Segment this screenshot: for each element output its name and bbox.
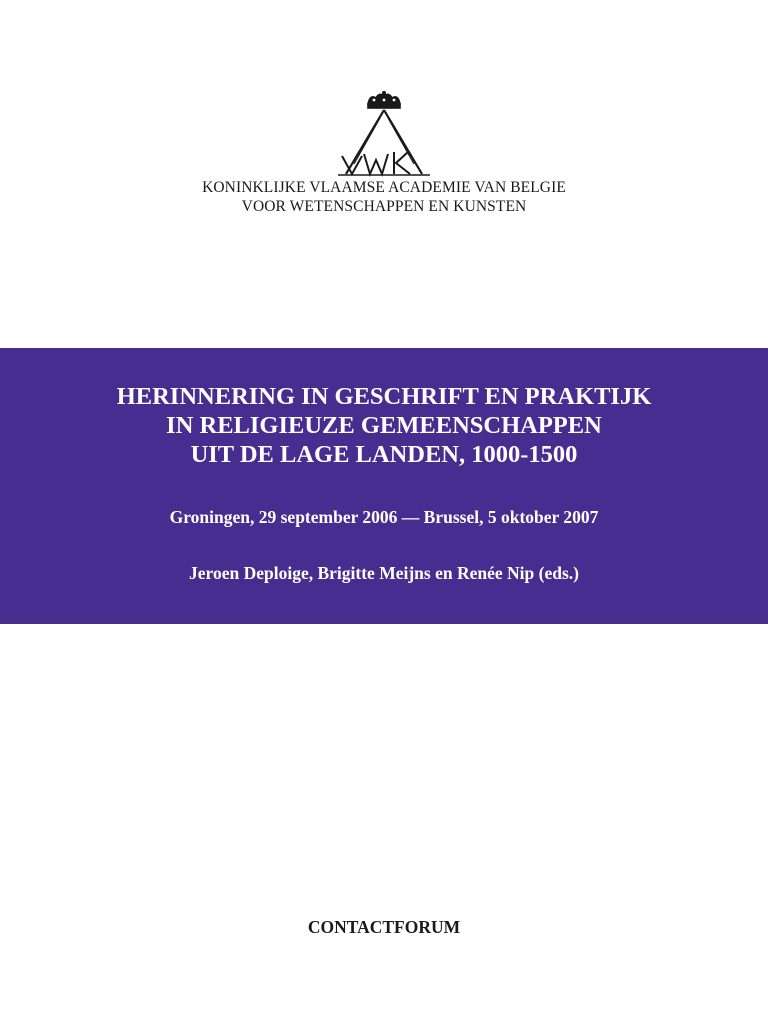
- academy-name-line2: VOOR WETENSCHAPPEN EN KUNSTEN: [241, 198, 527, 215]
- academy-name-line1: KONINKLIJKE VLAAMSE ACADEMIE VAN BELGIE: [202, 179, 566, 196]
- series-name: CONTACTFORUM: [307, 917, 461, 937]
- academy-logo: [332, 90, 436, 178]
- title-line1: HERINNERING IN GESCHRIFT EN PRAKTIJK: [116, 383, 652, 410]
- title-line3: UIT DE LAGE LANDEN, 1000-1500: [190, 441, 578, 468]
- book-title: [0, 382, 768, 469]
- event-details: Groningen, 29 september 2006 — Brussel, 5 oktober 2007: [169, 507, 599, 527]
- editors: Jeroen Deploige, Brigitte Meijns en Renée Nip (eds.): [189, 563, 579, 583]
- academy-name: [0, 178, 768, 216]
- title-band: [0, 348, 768, 624]
- title-line2: IN RELIGIEUZE GEMEENSCHAPPEN: [166, 412, 602, 439]
- crown-icon: [368, 91, 400, 108]
